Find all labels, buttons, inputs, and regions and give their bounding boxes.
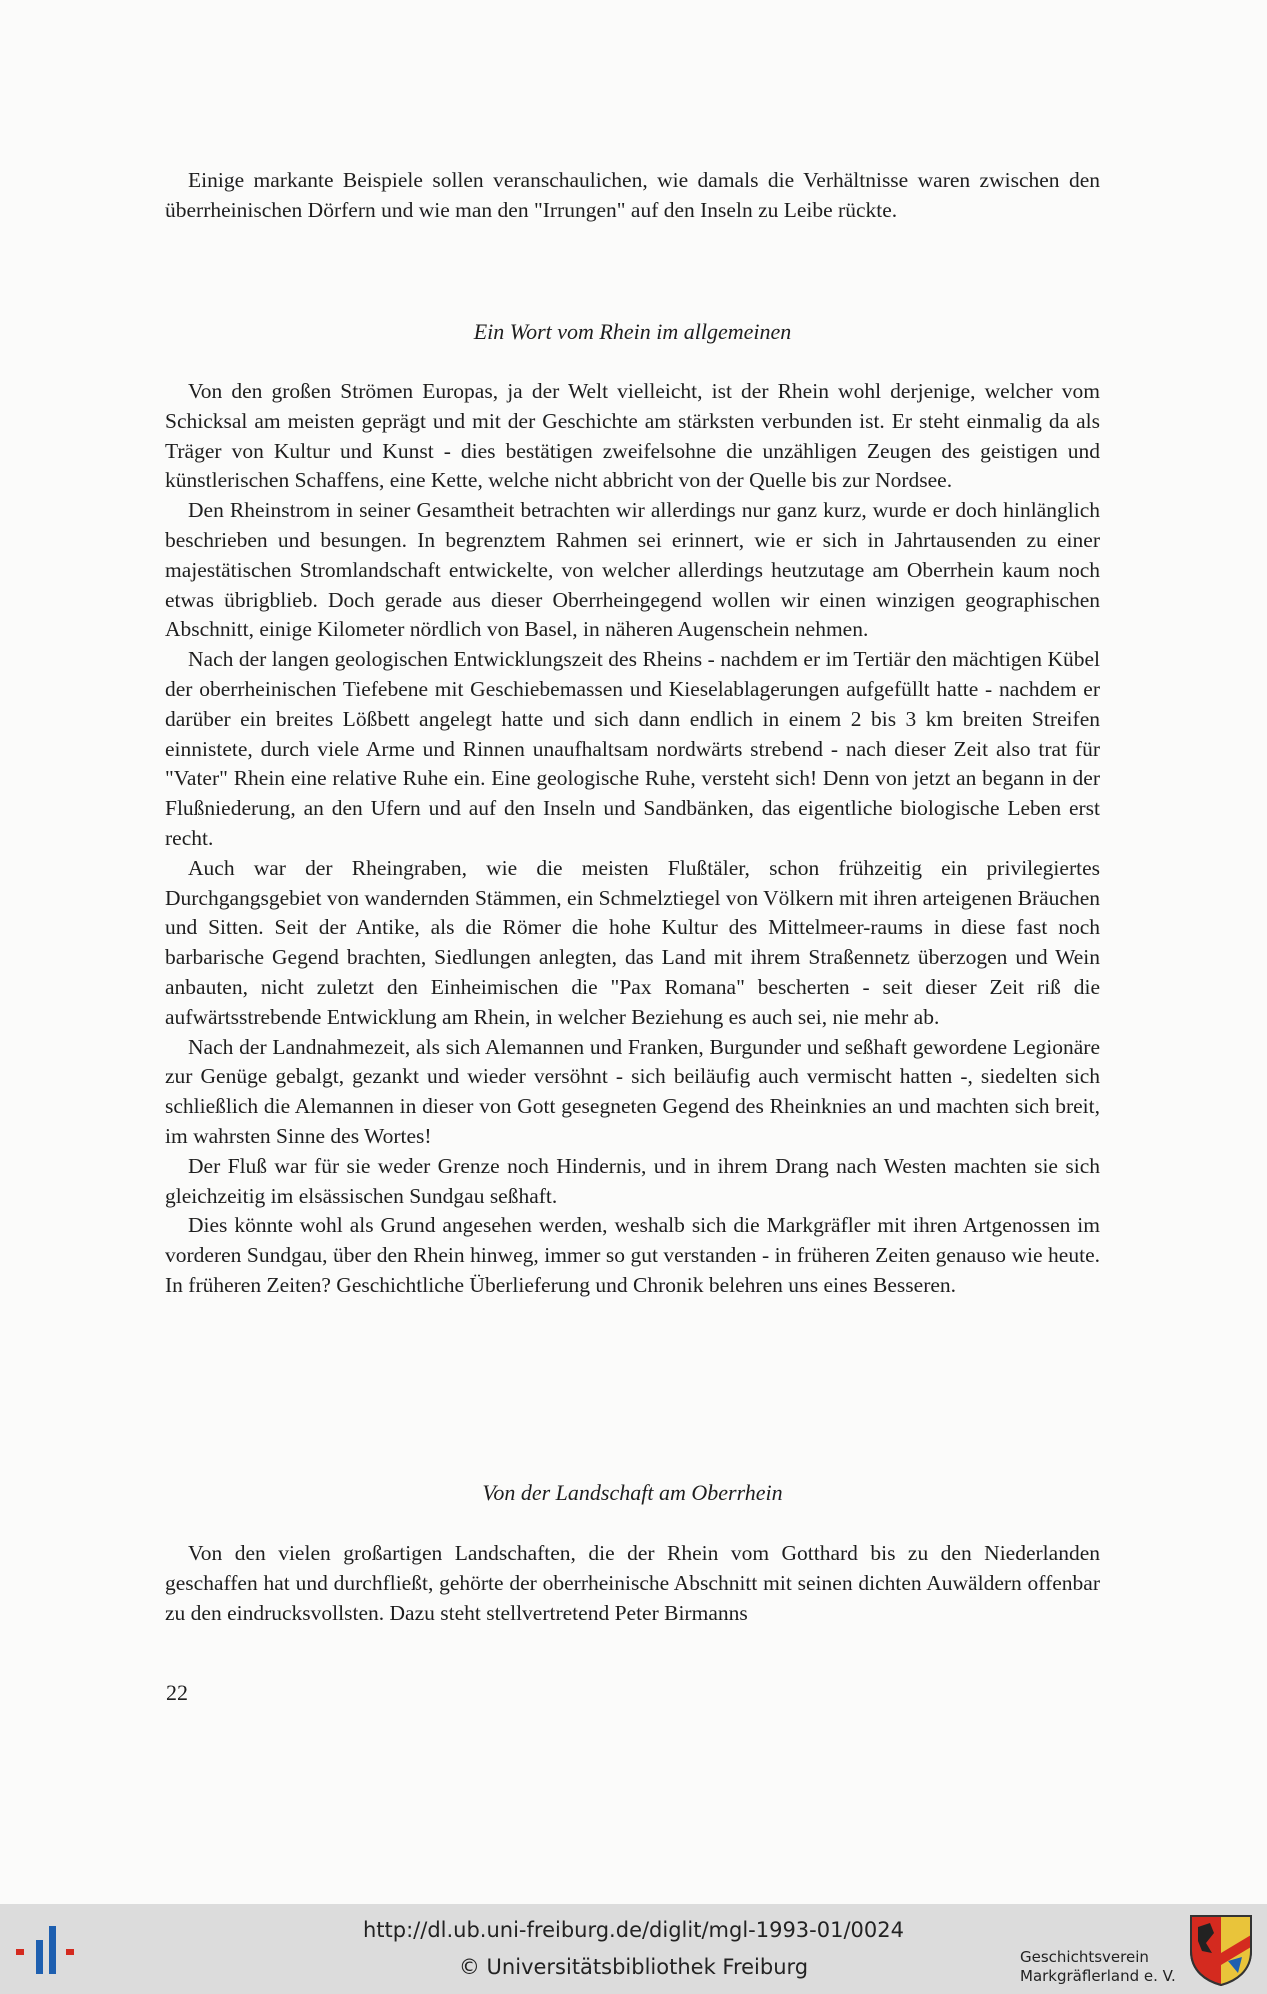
section-body-landschaft [165, 1539, 1100, 1628]
section-heading-rhein: Ein Wort vom Rhein im allgemeinen [473, 319, 792, 344]
society-name-line: Geschichtsverein [1020, 1948, 1149, 1966]
paragraph: Den Rheinstrom in seiner Gesamtheit betrachten wir allerdings nur ganz kurz, wurde er doch hinlänglich beschrieben und besungen. In begrenztem Rahmen sei erinnert, wie er sich in Jahrtausenden zu einer majestätischen Stromlandschaft entwickelte, von welcher allerdings heutzutage am Oberrhein kaum noch etwas übrigblieb. Doch gerade aus dieser Oberrheingegend wollen wir einen winzigen geographischen Abschnitt, einige Kilometer nördlich von Basel, in näheren Augenschein nehmen. [165, 498, 1100, 642]
section-body-rhein [165, 377, 1100, 1301]
copyright-notice: © Universitätsbibliothek Freiburg [458, 1955, 809, 1979]
paragraph: Dies könnte wohl als Grund angesehen werden, weshalb sich die Markgräfler mit ihren Artgenossen im vorderen Sundgau, über den Rhein hinweg, immer so gut verstanden - in früheren Zeiten genauso wie heute. In früheren Zeiten? Geschichtliche Überlieferung und Chronik belehren uns eines Besseren. [165, 1213, 1100, 1297]
paragraph: Der Fluß war für sie weder Grenze noch Hindernis, und in ihrem Drang nach Westen machten sie sich gleichzeitig im elsässischen Sundgau seßhaft. [165, 1153, 1100, 1208]
paragraph: Einige markante Beispiele sollen veranschaulichen, wie damals die Verhältnisse waren zwischen den überrheinischen Dörfern und wie man den "Irrungen" auf den Inseln zu Leibe rückte. [165, 168, 1100, 222]
paragraph: Nach der Landnahmezeit, als sich Alemannen und Franken, Burgunder und seßhaft gewordene Legionäre zur Genüge gebalgt, gezankt und wieder versöhnt - sich beiläufig auch vermischt hatten -, siedelten sich schließlich die Alemannen in dieser von Gott gesegneten Gegend des Rheinknies an und machten sich breit, im wahrsten Sinne des Wortes! [165, 1034, 1100, 1148]
society-name [1020, 1948, 1190, 1986]
footer-bar [0, 1904, 1267, 1994]
paragraph: Auch war der Rheingraben, wie die meisten Flußtäler, schon frühzeitig ein privilegiertes Durchgangsgebiet von wandernden Stämmen, ein Schmelztiegel von Völkern mit ihren arteigenen Bräuchen und Sitten. Seit der Antike, als die Römer die hohe Kultur des Mittelmeer-raums in diese fast noch barbarische Gegend brachten, Siedlungen anlegten, das Land mit ihrem Straßennetz überzogen und Wein anbauten, nicht zuletzt den Einheimischen die "Pax Romana" bescherten - seit dieser Zeit riß die aufwärtsstrebende Entwicklung am Rhein, in welcher Beziehung es auch sei, nie mehr ab. [165, 855, 1100, 1029]
page-number: 22 [166, 1680, 188, 1705]
paragraph: Von den vielen großartigen Landschaften, die der Rhein vom Gotthard bis zu den Niederlanden geschaffen hat und durchfließt, gehörte der oberrheinische Abschnitt mit seinen dichten Auwäldern offenbar zu den eindrucksvollsten. Dazu steht stellvertretend Peter Birmanns [165, 1541, 1100, 1625]
society-name-line: Markgräflerland e. V. [1020, 1967, 1176, 1985]
digital-library-link[interactable]: http://dl.ub.uni-freiburg.de/diglit/mgl-1993-01/0024 [362, 1918, 904, 1942]
section-heading-landschaft: Von der Landschaft am Oberrhein [482, 1480, 783, 1505]
intro-paragraph [165, 166, 1100, 226]
paragraph: Nach der langen geologischen Entwicklungszeit des Rheins - nachdem er im Tertiär den mächtigen Kübel der oberrheinischen Tiefebene mit Geschiebemassen und Kieselablagerungen aufgefüllt hatte - nachdem er darüber ein breites Lößbett angelegt hatte und sich dann endlich in einem 2 bis 3 km breiten Streifen einnistete, durch viele Arme und Rinnen unaufhaltsam nordwärts strebend - nach dieser Zeit also trat für "Vater" Rhein eine relative Ruhe ein. Eine geologische Ruhe, versteht sich! Denn von jetzt an begann in der Flußniederung, an den Ufern und auf den Inseln und Sandbänken, das eigentliche biologische Leben erst recht. [165, 647, 1100, 850]
markgraeflerland-crest-icon[interactable] [1188, 1913, 1254, 1987]
paragraph: Von den großen Strömen Europas, ja der Welt vielleicht, ist der Rhein wohl derjenige, welcher vom Schicksal am meisten geprägt und mit der Geschichte am stärksten verbunden ist. Er steht einmalig da als Träger von Kultur und Kunst - dies bestätigen zweifelsohne die unzähligen Zeugen des geistigen und künstlerischen Schaffens, eine Kette, welche nicht abbricht von der Quelle bis zur Nordsee. [165, 379, 1100, 493]
